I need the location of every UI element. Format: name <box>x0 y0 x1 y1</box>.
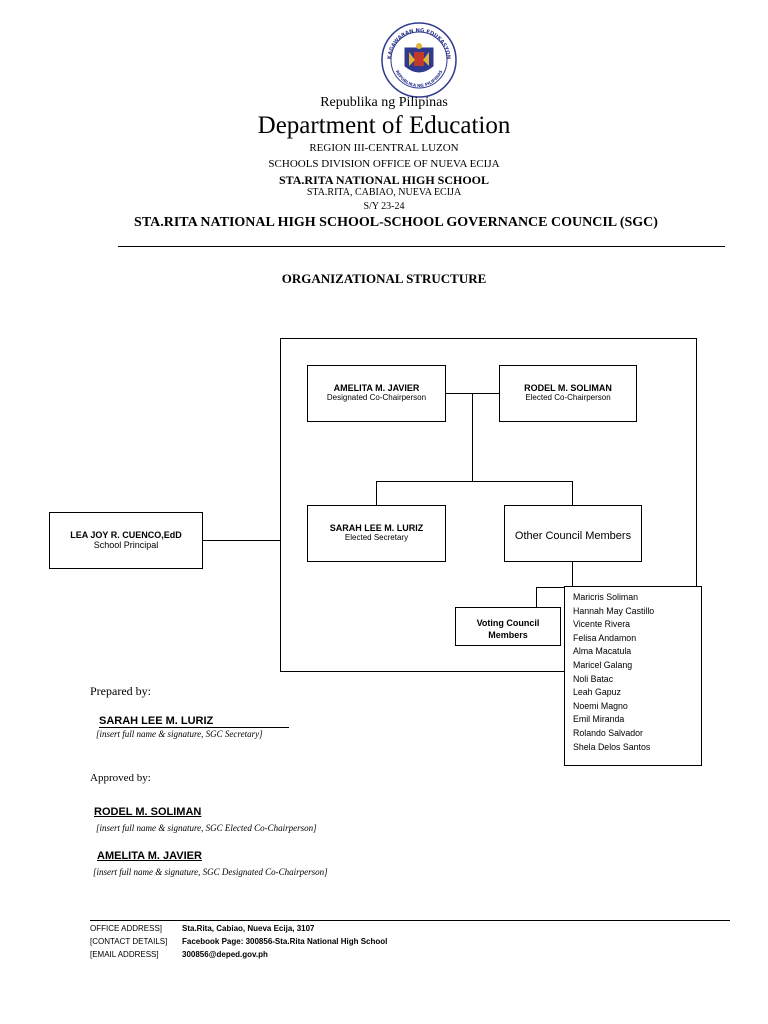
secretary-role: Elected Secretary <box>344 533 409 542</box>
list-item: Alma Macatula <box>573 646 632 657</box>
connector-horizontal-split <box>376 481 573 482</box>
approved2-note: [insert full name & signature, SGC Designated Co-Chairperson] <box>93 867 328 877</box>
connector-to-secretary <box>376 481 377 505</box>
co-chair-designated-box <box>307 365 446 422</box>
approved2-name: AMELITA M. JAVIER <box>97 850 202 862</box>
list-item: Vicente Rivera <box>573 619 631 630</box>
footer-contact-value: Facebook Page: 300856-Sta.Rita National High School <box>182 937 388 946</box>
list-item: Felisa Andamon <box>573 632 637 643</box>
footer-office <box>90 924 315 933</box>
connector-other-down <box>572 561 573 588</box>
prepared-name: SARAH LEE M. LURIZ <box>99 715 289 728</box>
school-name: STA.RITA NATIONAL HIGH SCHOOL <box>278 173 490 187</box>
council-title: STA.RITA NATIONAL HIGH SCHOOL-SCHOOL GOVERNANCE COUNCIL (SGC) <box>134 215 658 230</box>
principal-box <box>49 512 203 569</box>
list-item: Noli Batac <box>573 673 614 684</box>
principal-name: LEA JOY R. CUENCO,EdD <box>70 530 182 540</box>
republic-text: Republika ng Pilipinas <box>320 95 448 110</box>
department-title: Department of Education <box>257 112 511 139</box>
prepared-label: Prepared by: <box>90 684 151 698</box>
connector-vertical-main <box>472 393 473 482</box>
approved-label: Approved by: <box>90 772 151 784</box>
footer-email-label: [EMAIL ADDRESS] <box>90 950 159 959</box>
list-item: Leah Gapuz <box>573 687 621 698</box>
list-item: Rolando Salvador <box>573 727 643 738</box>
footer-divider <box>90 920 730 921</box>
list-item: Hannah May Castillo <box>573 605 655 616</box>
footer-email <box>90 950 268 959</box>
connector-voting-v <box>536 587 537 607</box>
co-chair-designated-name: AMELITA M. JAVIER <box>333 383 420 393</box>
school-address: STA.RITA, CABIAO, NUEVA ECIJA <box>306 187 462 198</box>
list-item: Noemi Magno <box>573 700 628 711</box>
co-chair-designated-role: Designated Co-Chairperson <box>326 393 427 402</box>
school-year: S/Y 23-24 <box>363 201 405 212</box>
deped-seal-icon <box>381 22 457 98</box>
deped-seal <box>381 22 457 98</box>
other-members-label: Other Council Members <box>514 530 632 542</box>
header-divider <box>118 246 725 247</box>
co-chair-elected-box <box>499 365 637 422</box>
footer-contact-label: [CONTACT DETAILS] <box>90 937 168 946</box>
list-item: Shela Delos Santos <box>573 741 651 752</box>
secretary-box <box>307 505 446 562</box>
voting-members-box <box>455 607 561 646</box>
footer-contact <box>90 937 387 946</box>
secretary-name: SARAH LEE M. LURIZ <box>329 523 424 533</box>
co-chair-elected-role: Elected Co-Chairperson <box>525 393 611 402</box>
svg-text:KAGAWARAN NG EDUKASYON: KAGAWARAN NG EDUKASYON <box>386 27 452 60</box>
footer-office-value: Sta.Rita, Cabiao, Nueva Ecija, 3107 <box>182 924 315 933</box>
other-members-box <box>504 505 642 562</box>
connector-principal <box>202 540 280 541</box>
connector-to-other <box>572 481 573 505</box>
co-chair-elected-name: RODEL M. SOLIMAN <box>524 383 612 393</box>
division-text: SCHOOLS DIVISION OFFICE OF NUEVA ECIJA <box>268 158 500 170</box>
footer-email-value: 300856@deped.gov.ph <box>182 950 268 959</box>
section-title: ORGANIZATIONAL STRUCTURE <box>281 271 487 286</box>
region-text: REGION III-CENTRAL LUZON <box>309 142 459 154</box>
svg-text:REPUBLIKA NG PILIPINAS: REPUBLIKA NG PILIPINAS <box>394 69 444 89</box>
approved1-name: RODEL M. SOLIMAN <box>94 806 202 818</box>
list-item: Maricris Soliman <box>573 592 639 602</box>
list-item: Emil Miranda <box>573 714 625 725</box>
voting-members-label: Voting Council Members <box>476 618 540 640</box>
member-list-box <box>564 586 702 766</box>
list-item: Maricel Galang <box>573 659 633 670</box>
approved1-note: [insert full name & signature, SGC Elected Co-Chairperson] <box>96 823 317 833</box>
footer-office-label: OFFICE ADDRESS] <box>90 924 163 933</box>
prepared-note: [insert full name & signature, SGC Secretary] <box>96 729 263 739</box>
principal-role: School Principal <box>93 540 159 550</box>
